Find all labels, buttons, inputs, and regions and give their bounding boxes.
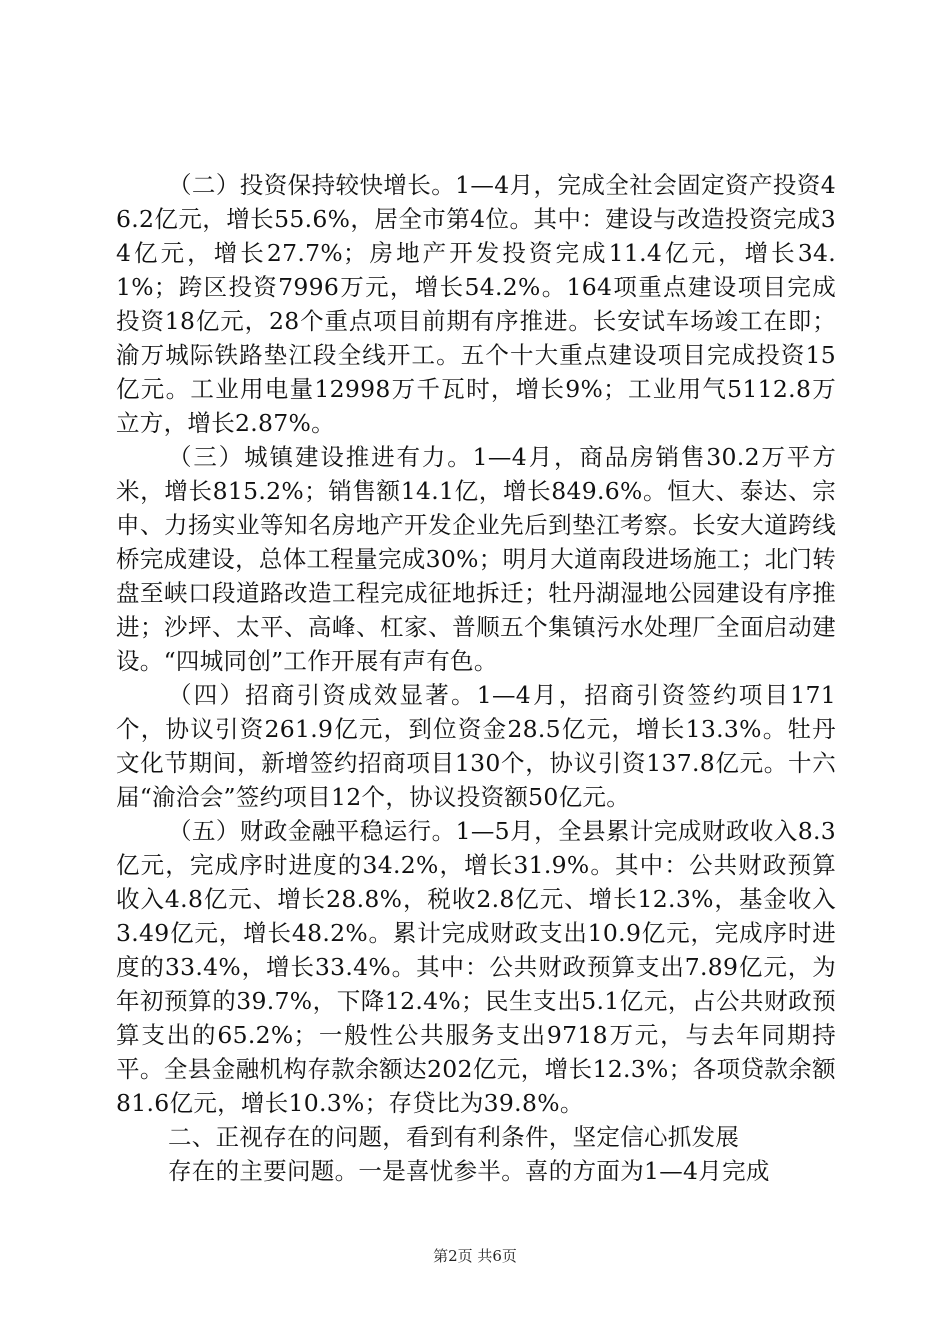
paragraph-investment-attraction: （四）招商引资成效显著。1—4月，招商引资签约项目171个，协议引资261.9亿元，到位资金28.5亿元，增长13.3%。牡丹文化节期间，新增签约招商项目130个，协议引资137.8亿元。十六届“渝洽会”签约项目12个，协议投资额50亿元。 — [116, 681, 836, 811]
document-body — [116, 168, 836, 1188]
section-heading-problems: 二、正视存在的问题，看到有利条件，坚定信心抓发展 — [168, 1123, 740, 1151]
paragraph-finance: （五）财政金融平稳运行。1—5月，全县累计完成财政收入8.3亿元，完成序时进度的34.2%，增长31.9%。其中：公共财政预算收入4.8亿元、增长28.8%，税收2.8亿元、增长12.3%，基金收入3.49亿元，增长48.2%。累计完成财政支出10.9亿元，完成序时进度的33.4%，增长33.4%。其中：公共财政预算支出7.89亿元，为年初预算的39.7%，下降12.4%；民生支出5.1亿元，占公共财政预算支出的65.2%；一般性公共服务支出9718万元，与去年同期持平。全县金融机构存款余额达202亿元，增长12.3%；各项贷款余额81.6亿元，增长10.3%；存贷比为39.8%。 — [116, 817, 836, 1117]
paragraph-investment: （二）投资保持较快增长。1—4月，完成全社会固定资产投资46.2亿元，增长55.6%，居全市第4位。其中：建设与改造投资完成34亿元，增长27.7%；房地产开发投资完成11.4亿元，增长34.1%；跨区投资7996万元，增长54.2%。164项重点建设项目完成投资18亿元，28个重点项目前期有序推进。长安试车场竣工在即；渝万城际铁路垫江段全线开工。五个十大重点建设项目完成投资15亿元。工业用电量12998万千瓦时，增长9%；工业用气5112.8万立方，增长2.87%。 — [116, 171, 836, 437]
page-footer: 第2页 共6页 — [433, 1247, 517, 1265]
paragraph-main-problems: 存在的主要问题。一是喜忧参半。喜的方面为1—4月完成 — [168, 1157, 770, 1185]
paragraph-urban-construction: （三）城镇建设推进有力。1—4月，商品房销售30.2万平方米，增长815.2%；销售额14.1亿，增长849.6%。恒大、泰达、宗申、力扬实业等知名房地产开发企业先后到垫江考察。长安大道跨线桥完成建设，总体工程量完成30%；明月大道南段进场施工；北门转盘至峡口段道路改造工程完成征地拆迁；牡丹湖湿地公园建设有序推进；沙坪、太平、高峰、杠家、普顺五个集镇污水处理厂全面启动建设。“四城同创”工作开展有声有色。 — [116, 443, 836, 675]
